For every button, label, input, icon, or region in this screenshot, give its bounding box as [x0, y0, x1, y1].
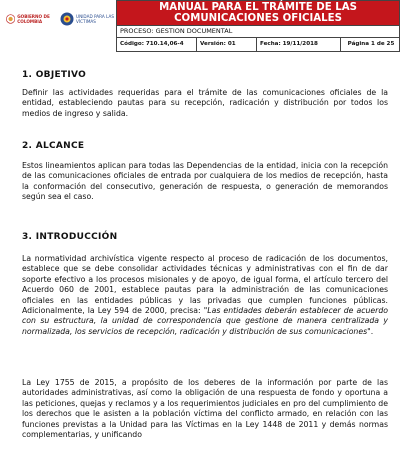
section-heading-alcance: 2. ALCANCE	[22, 141, 85, 151]
introduccion-text: La normatividad archivística vigente respecto al proceso de radicación de los documentos, establece que se debe consolidar actividades técnicas y administrativas con el fin de dar soporte efectivo a los procesos misionales y de apoyo, de igual forma, el artículo tercero del Acuerdo 060 de 2001, establece pautas para la administración de las comunicaciones oficiales en las entidades públicas y las privadas que cumplen funciones públicas. Adicionalmente, la Ley 594 de 2000, precisa:	[22, 254, 388, 316]
gobierno-logo-text: GOBIERNO DE COLOMBIA	[17, 14, 50, 24]
alcance-paragraph: Estos lineamientos aplican para todas las Dependencias de la entidad, inicia con la recepción de las comunicaciones oficiales de entrada por cualquiera de los medios de recepción, hasta la conformación del consecutivo, generación de respuesta, o generación de memorandos según sea el caso.	[22, 161, 388, 202]
version-field: Versión: 01	[197, 38, 257, 51]
introduccion-paragraph-2: La Ley 1755 de 2015, a propósito de los deberes de la información por parte de las autoridades administrativas, así como la obligación de una respuesta de fondo y oportuna a las peticiones, quejas y reclamos y a los requerimientos judiciales en pro del cumplimiento de los derechos que le asisten a la población víctima del conflicto armado, en relación con las funciones previstas a la Unidad para las Víctimas en la Ley 1448 de 2011 y demás normas complementarias, y unificando	[22, 378, 388, 440]
document-title: MANUAL PARA EL TRÁMITE DE LAS COMUNICACIONES OFICIALES	[116, 0, 400, 26]
code-field: Código: 710.14,06-4	[117, 38, 197, 51]
logo-area	[0, 0, 116, 38]
objetivo-paragraph: Definir las actividades requeridas para el trámite de las comunicaciones oficiales de la entidad, estableciendo pautas para su recepción, radicación y distribución por todos los medios de ingreso y salida.	[22, 88, 388, 118]
process-field: PROCESO: GESTION DOCUMENTAL	[116, 26, 400, 38]
section-heading-introduccion: 3. INTRODUCCIÓN	[22, 232, 118, 242]
date-field: Fecha: 19/11/2018	[257, 38, 341, 51]
introduccion-text-end: .	[370, 326, 374, 336]
document-header	[0, 0, 400, 54]
unidad-victimas-logo	[60, 12, 116, 26]
unidad-victimas-icon	[60, 12, 74, 26]
unidad-victimas-logo-text: UNIDAD PARA LAS VÍCTIMAS	[76, 14, 115, 24]
document-metadata	[116, 38, 400, 52]
page-number: Página 1 de 25	[347, 41, 395, 47]
section-heading-objetivo: 1. OBJETIVO	[22, 70, 87, 80]
colombia-seal-icon	[6, 12, 15, 26]
introduccion-paragraph-1	[22, 254, 388, 337]
gobierno-logo	[6, 12, 56, 26]
ley-594-quote: "Las entidades deberán establecer de acuerdo con su estructura, la unidad de correspondencia que gestione de manera centralizada y normalizada, los servicios de recepción, radicación y distribución de sus comunicaciones"	[22, 306, 388, 336]
